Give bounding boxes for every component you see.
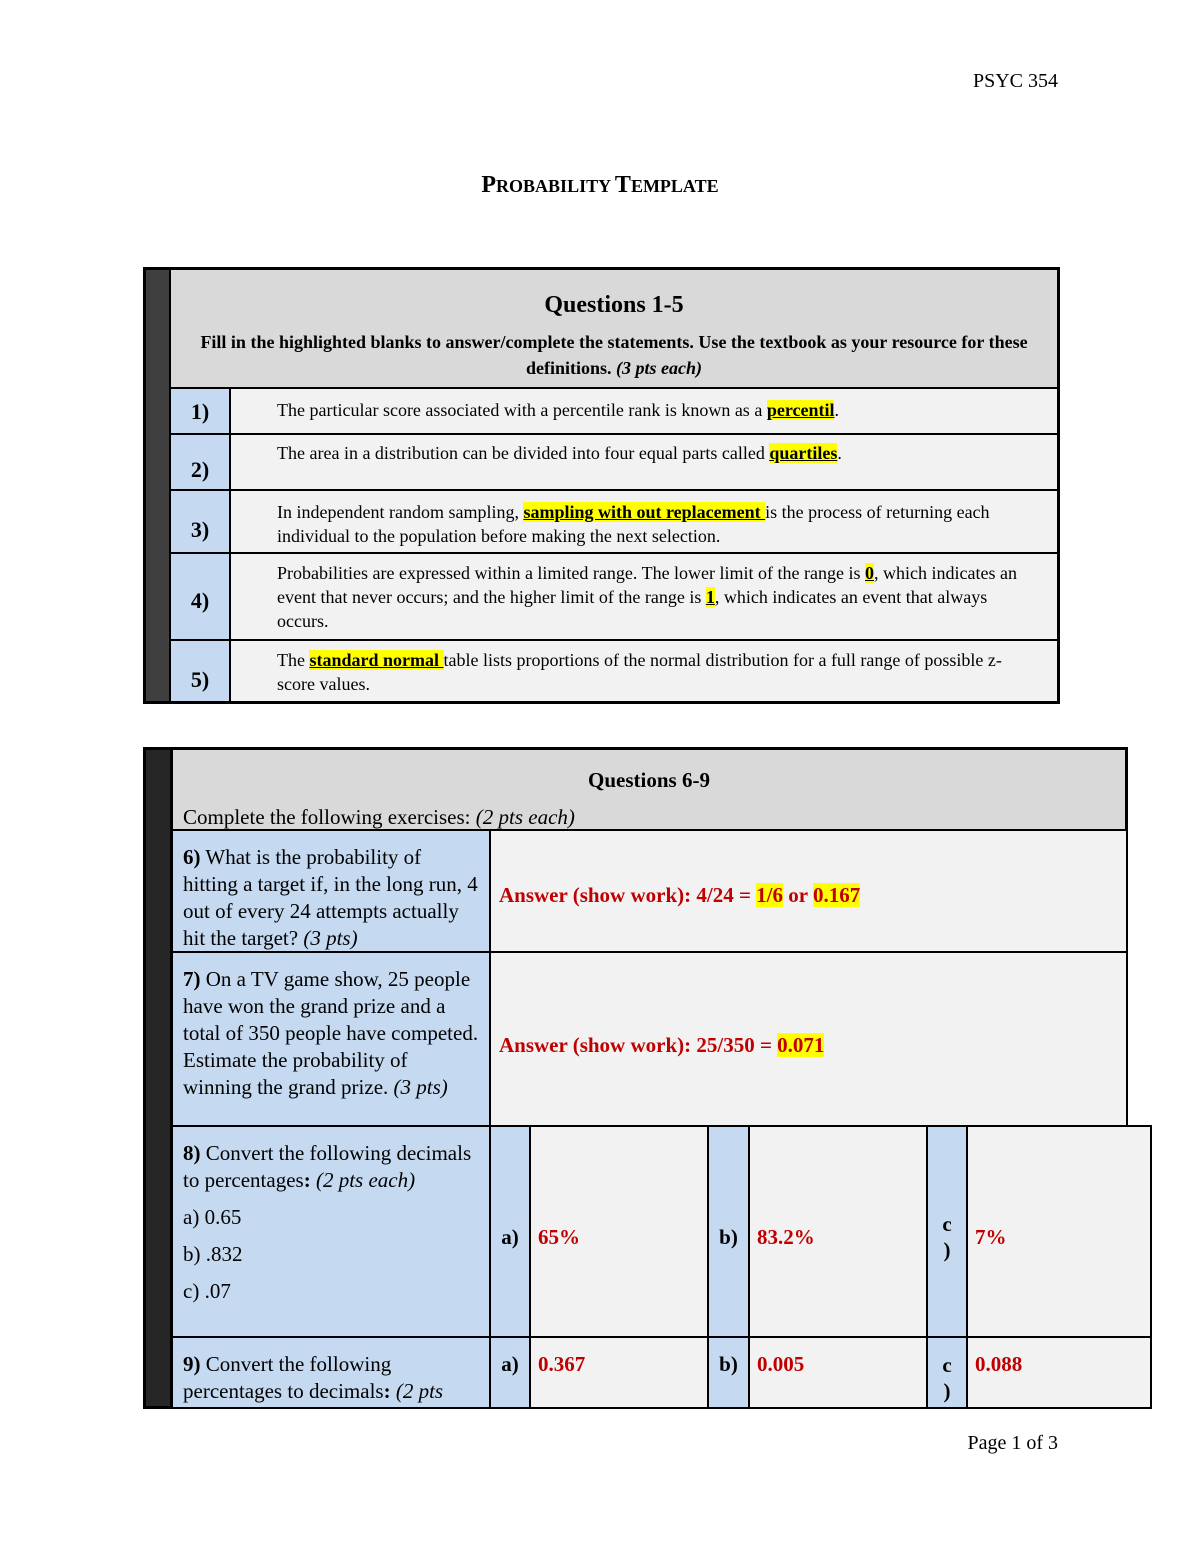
question-number: 3) (171, 491, 231, 552)
question-7-answer[interactable] (489, 951, 1128, 1127)
question-number: 4) (171, 554, 231, 639)
question-7-prompt: 7) On a TV game show, 25 people have won the grand prize and a total of 350 people have competed. Estimate the probability of winning the grand prize. (3 pts) (171, 951, 491, 1127)
table-side-bar (143, 747, 173, 1409)
course-code: PSYC 354 (972, 70, 1058, 92)
item-a: a) 0.65 (183, 1205, 242, 1229)
question-row-1 (171, 389, 1057, 435)
item-c: c) .07 (183, 1279, 231, 1303)
section-instructions: Complete the following exercises: (2 pts each) (183, 805, 575, 829)
question-text: The area in a distribution can be divided into four equal parts called quartiles. (277, 443, 842, 463)
answer-text: Answer (show work): 25/350 = 0.071 (499, 1033, 825, 1057)
answer-blank[interactable]: 1 (705, 587, 715, 607)
answer-blank[interactable]: quartiles (769, 443, 838, 463)
questions-1-5-table (143, 267, 1060, 704)
section-instructions: Fill in the highlighted blanks to answer/complete the statements. Use the textbook as your resource for these definitions. (3 pts each) (200, 332, 1028, 378)
question-text: The particular score associated with a percentile rank is known as a percentil. (277, 400, 839, 420)
question-number: 1) (171, 389, 231, 433)
answer-blank[interactable]: standard normal (309, 650, 444, 670)
answer-c[interactable]: 7% (966, 1125, 1152, 1338)
table-side-bar (146, 270, 171, 701)
question-row-4 (171, 554, 1057, 641)
question-row-2 (171, 435, 1057, 491)
item-b: b) .832 (183, 1242, 243, 1266)
answer-blank[interactable]: percentil (766, 400, 835, 420)
section-header (171, 270, 1057, 389)
question-8-prompt: 8) Convert the following decimals to percentages: (2 pts each) a) 0.65 b) .832 c) .07 (171, 1125, 491, 1338)
label-a: a) (489, 1125, 531, 1338)
answer-b[interactable]: 0.005 (748, 1336, 928, 1409)
page-number: Page 1 of 3 (967, 1432, 1058, 1454)
label-b: b) (707, 1125, 750, 1338)
answer-blank[interactable]: 0 (865, 563, 875, 583)
section-heading: Questions 1-5 (544, 292, 684, 318)
questions-6-9-table (143, 747, 1152, 1409)
answer-c[interactable]: 0.088 (966, 1336, 1152, 1409)
section-heading: Questions 6-9 (588, 768, 710, 792)
question-row-3 (171, 491, 1057, 554)
question-number: 5) (171, 641, 231, 701)
question-6-answer[interactable] (489, 829, 1128, 953)
document-title: PROBABILITY TEMPLATE (481, 172, 719, 198)
answer-a[interactable]: 65% (529, 1125, 709, 1338)
question-text: In independent random sampling, sampling with out replacement is the process of returning each individual to the population before making the next selection. (277, 502, 990, 546)
question-text: The standard normal table lists proportions of the normal distribution for a full range of possible z-score values. (277, 650, 1002, 694)
question-number: 2) (171, 435, 231, 489)
answer-blank[interactable]: sampling with out replacement (523, 502, 766, 522)
label-a: a) (489, 1336, 531, 1409)
answer-a[interactable]: 0.367 (529, 1336, 709, 1409)
answer-text: Answer (show work): 4/24 = 1/6 or 0.167 (499, 883, 861, 907)
section-header (171, 747, 1128, 831)
question-6-prompt: 6) What is the probability of hitting a target if, in the long run, 4 out of every 24 attempts actually hit the target? (3 pts) (171, 829, 491, 953)
question-text: Probabilities are expressed within a limited range. The lower limit of the range is 0, which indicates an event that never occurs; and the higher limit of the range is 1, which indicates an event that always occurs. (277, 563, 1017, 631)
question-row-5 (171, 641, 1057, 701)
label-c: c ) (926, 1336, 968, 1409)
answer-b[interactable]: 83.2% (748, 1125, 928, 1338)
label-b: b) (707, 1336, 750, 1409)
label-c: c ) (926, 1125, 968, 1338)
question-9-prompt: 9) Convert the following percentages to decimals: (2 pts (171, 1336, 491, 1409)
